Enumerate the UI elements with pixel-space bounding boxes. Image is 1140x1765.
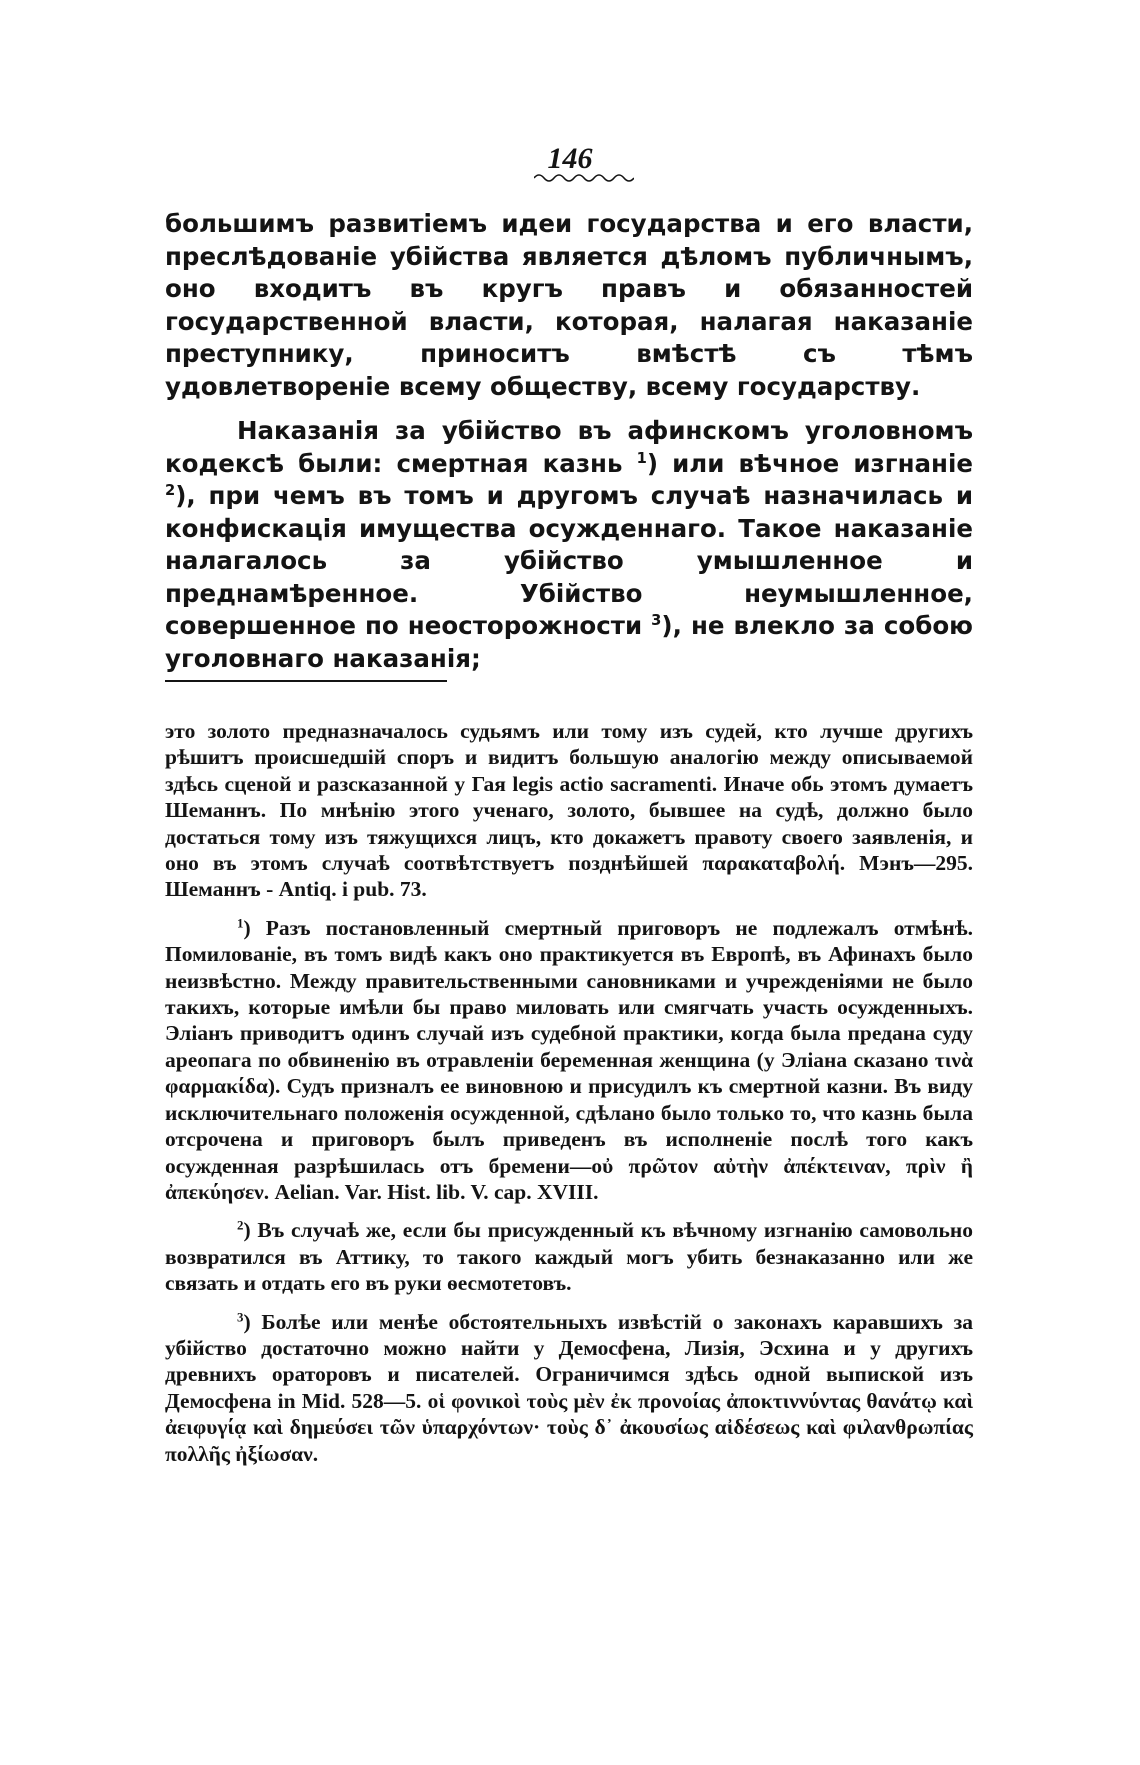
footnote-continuation: это золото предназначалось судьямъ или тому изъ судей, кто лучше другихъ рѣшитъ происшедшій споръ и видитъ большую аналогію между описываемой здѣсь сценой и разсказанной у Гая legis actio sacramenti. Иначе обь этомъ думаетъ Шеманнъ. По мнѣнію этого ученаго, золото, бывшее на судѣ, должно было достаться тому изъ тяжущихся лицъ, кто докажетъ правоту своего заявленія, и оно въ этомъ случаѣ соотвѣтствуетъ позднѣйшей παρακαταβολή. Мэнъ—295. Шеманнъ - Antiq. i pub. 73.: [165, 719, 973, 902]
footnote-3: [165, 1309, 973, 1467]
paragraph-2-part-b: ) или вѣчное изгнаніе: [646, 448, 973, 478]
paragraph-2-part-c: ), при чемъ въ томъ и другомъ случаѣ назначилась и конфискація имущества осужденнаго. Такое наказаніе налагалось за убійство умышленное и преднамѣренное. Убійство неумышленное, совершенное по неосторожности: [165, 481, 973, 640]
footnote-1-text: ) Разъ постановленный смертный приговоръ не подлежалъ отмѣнѣ. Помилованіе, въ томъ видѣ какъ оно практикуется въ Европѣ, въ Афинахъ было неизвѣстно. Между правительственными сановниками и учрежденіями не было такихъ, которые имѣли бы право миловать или смягчать участь осужденныхъ. Эліанъ приводитъ одинъ случай изъ судебной практики, когда была предана суду ареопага по обвиненію въ отравленіи беременная женщина (у Эліана сказано τινὰ φαρμακίδα). Судъ призналъ ее виновною и присудилъ къ смертной казни. Въ виду исключительнаго положенія осужденной, сдѣлано было только то, что казнь была отсрочена и приговоръ былъ приведенъ въ исполненіе послѣ того какъ осужденная разрѣшилась отъ бремени—οὐ πρῶτον αὐτὴν ἀπέκτειναν, πρὶν ἢ ἀπεκύησεν. Aelian. Var. Hist. lib. V. cap. XVIII.: [165, 915, 973, 1204]
footnote-2-marker: 2: [237, 1218, 244, 1233]
footnote-ref-3: 3: [651, 612, 662, 630]
wavy-ornament: [534, 172, 634, 184]
paragraph-2-part-d: ), не влекло за собою уголовнаго наказанія;: [165, 611, 973, 673]
footnote-1-marker: 1: [237, 916, 244, 931]
footnote-3-marker: 3: [237, 1309, 244, 1324]
footnote-2-text: ) Въ случаѣ же, если бы присужденный къ вѣчному изгнанію самовольно возвратился въ Аттику, то такого каждый могъ убить безнаказанно или же связать и отдать его въ руки ѳесмотетовъ.: [165, 1218, 973, 1296]
footnote-ref-1: 1: [636, 449, 647, 467]
footnotes: [165, 718, 973, 1467]
paragraph-1: большимъ развитіемъ идеи государства и его власти, преслѣдованіе убійства является дѣломъ публичнымъ, оно входитъ въ кругъ правъ и обязанностей государственной власти, которая, налагая наказаніе преступнику, приноситъ вмѣстѣ съ тѣмъ удовлетвореніе всему обществу, всему государству.: [165, 209, 973, 401]
paragraph-2-part-a: Наказанія за убійство въ афинскомъ уголовномъ кодексѣ были: смертная казнь: [165, 416, 973, 478]
footnote-2: [165, 1217, 973, 1296]
paragraph-2: [165, 415, 973, 675]
footnote-divider: [165, 680, 447, 682]
footnote-3-text: ) Болѣе или менѣе обстоятельныхъ извѣстій о законахъ каравшихъ за убійство достаточно можно найти у Демосфена, Лизія, Эсхина и у другихъ древнихъ ораторовъ и писателей. Ограничимся здѣсь одной выпиской изъ Демосфена in Mid. 528—5. οἱ φονικοὶ τοὺς μὲν ἐκ προνοίας ἀποκτιννύντας θανάτῳ καὶ ἀειφυγίᾳ καὶ δημεύσει τῶν ὑπαρχόντων· τοὺς δ᾽ ἀκουσίως αἰδέσεως καὶ φιλανθρωπίας πολλῆς ἠξίωσαν.: [165, 1309, 973, 1466]
main-text: [165, 208, 973, 675]
footnote-ref-2: 2: [165, 482, 176, 500]
footnote-1: [165, 915, 973, 1205]
page-number: 146: [547, 142, 593, 175]
